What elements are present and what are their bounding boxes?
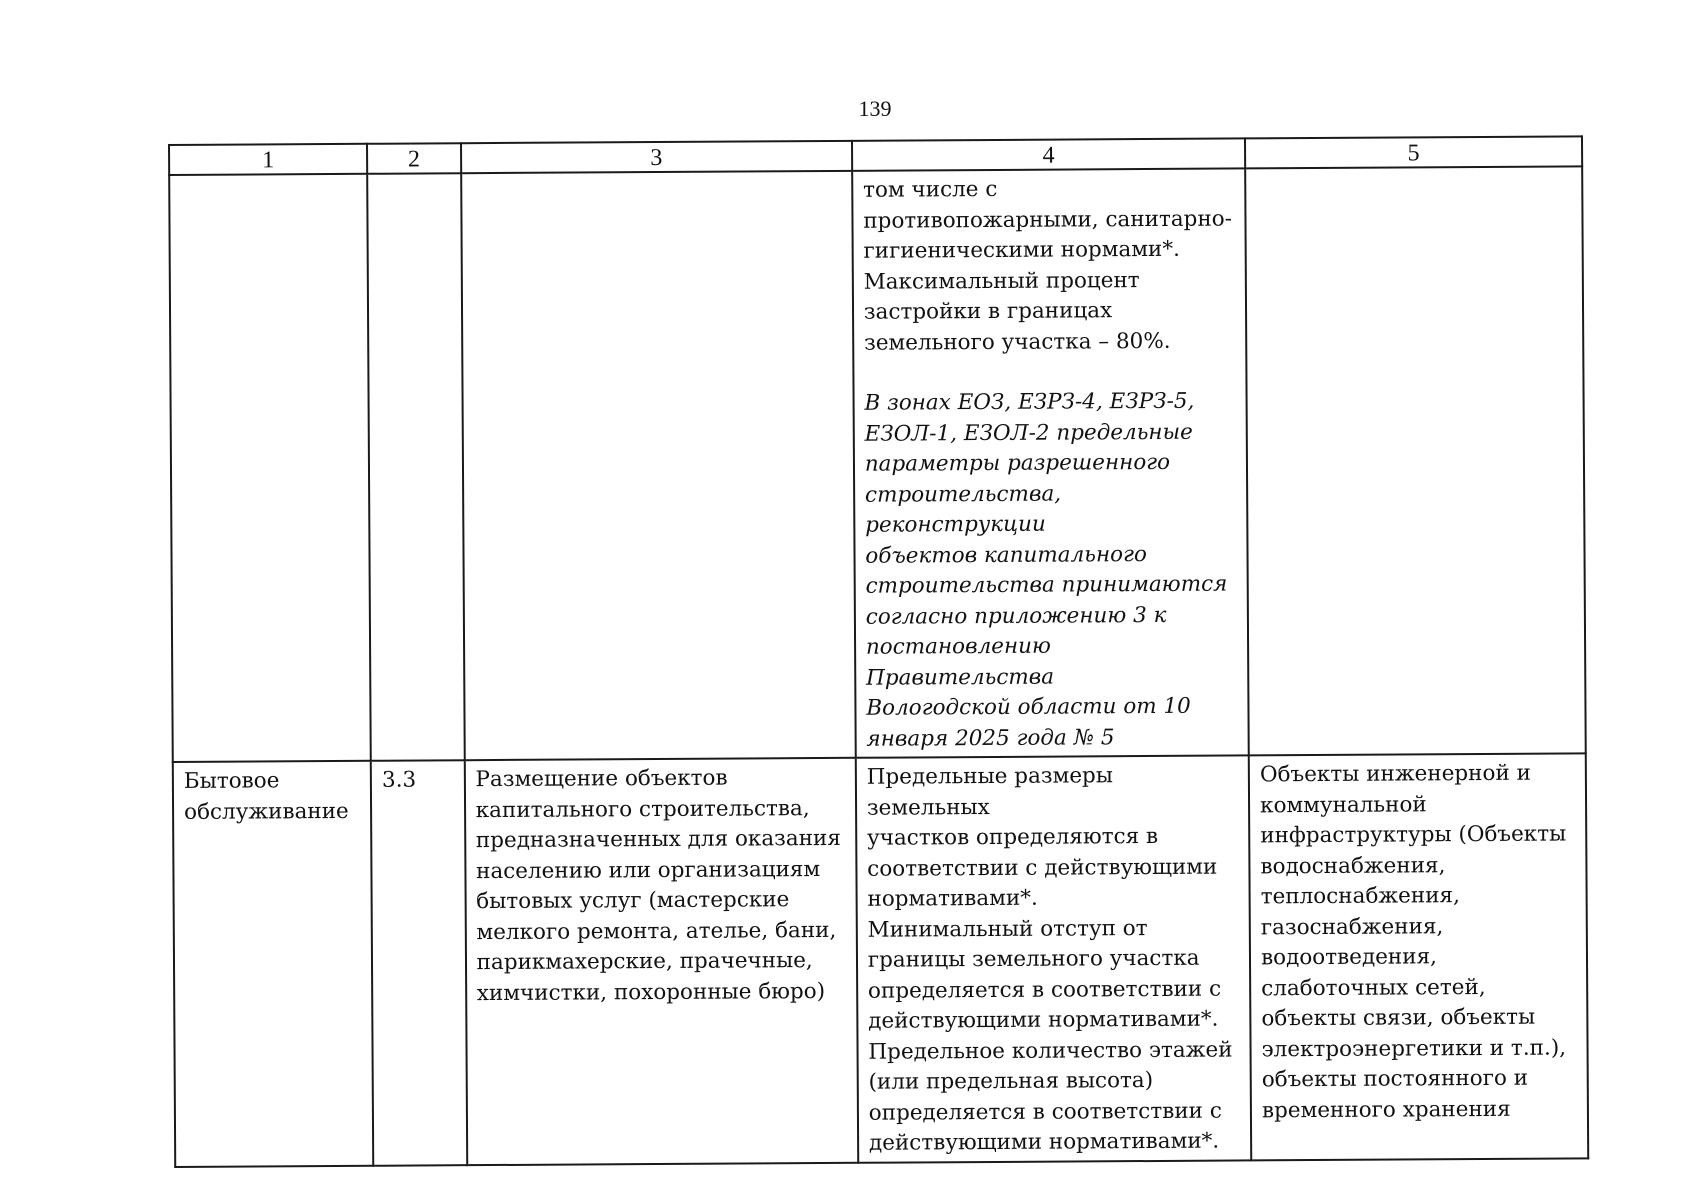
parameters-text: том числе с противопожарными, санитарно- гигиеническими нормами*. Максимальный процент застройки в границах земельного участка – 80%.	[863, 176, 1233, 356]
use-type-code: 3.3	[371, 760, 467, 1165]
header-col-5: 5	[1245, 136, 1582, 168]
use-type-name: Бытовое обслуживание	[173, 761, 374, 1167]
regulations-table	[168, 135, 1589, 1167]
page-number: 139	[858, 96, 892, 121]
header-col-1: 1	[169, 144, 367, 175]
header-col-2: 2	[367, 143, 461, 174]
use-type-description: Размещение объектов капитального строительства, предназначенных для оказания населению или организациям бытовых услуг (мастерские мелкого ремонта, ателье, бани, парикмахерские, прачечные, химчистки, похоронные бюро)	[464, 758, 858, 1165]
zones-note-text: В зонах ЕОЗ, ЕЗРЗ-4, ЕЗРЗ-5, ЕЗОЛ-1, ЕЗОЛ-2 предельные параметры разрешенного строительства, реконструкции объектов капитального строительства принимаются согласно приложению 3 к постановлению Правительства Вологодской области от 10 января 2025 года № 5	[864, 388, 1228, 752]
cell-col-3	[461, 171, 856, 760]
header-col-4: 4	[852, 138, 1245, 170]
cell-col-2	[367, 173, 464, 761]
use-type-parameters: Предельные размеры земельных участков определяются в соответствии с действующими нормативами*. Минимальный отступ от границы земельного участка определяется в соответствии с действующими нормативами*. Предельное количество этажей (или предельная высота) определяется в соответствии с действующими нормативами*.	[856, 755, 1252, 1162]
header-col-3: 3	[461, 141, 852, 173]
table-row	[169, 166, 1586, 762]
cell-col-5	[1245, 166, 1586, 755]
cell-col-1	[169, 174, 371, 762]
auxiliary-uses: Объекты инженерной и коммунальной инфраструктуры (Объекты водоснабжения, теплоснабжения, газоснабжения, водоотведения, слаботочных сетей, объекты связи, объекты электроэнергетики и т.п.), объекты постоянного и временного хранения	[1249, 753, 1588, 1160]
cell-col-4	[852, 168, 1249, 757]
table-row	[173, 753, 1588, 1166]
